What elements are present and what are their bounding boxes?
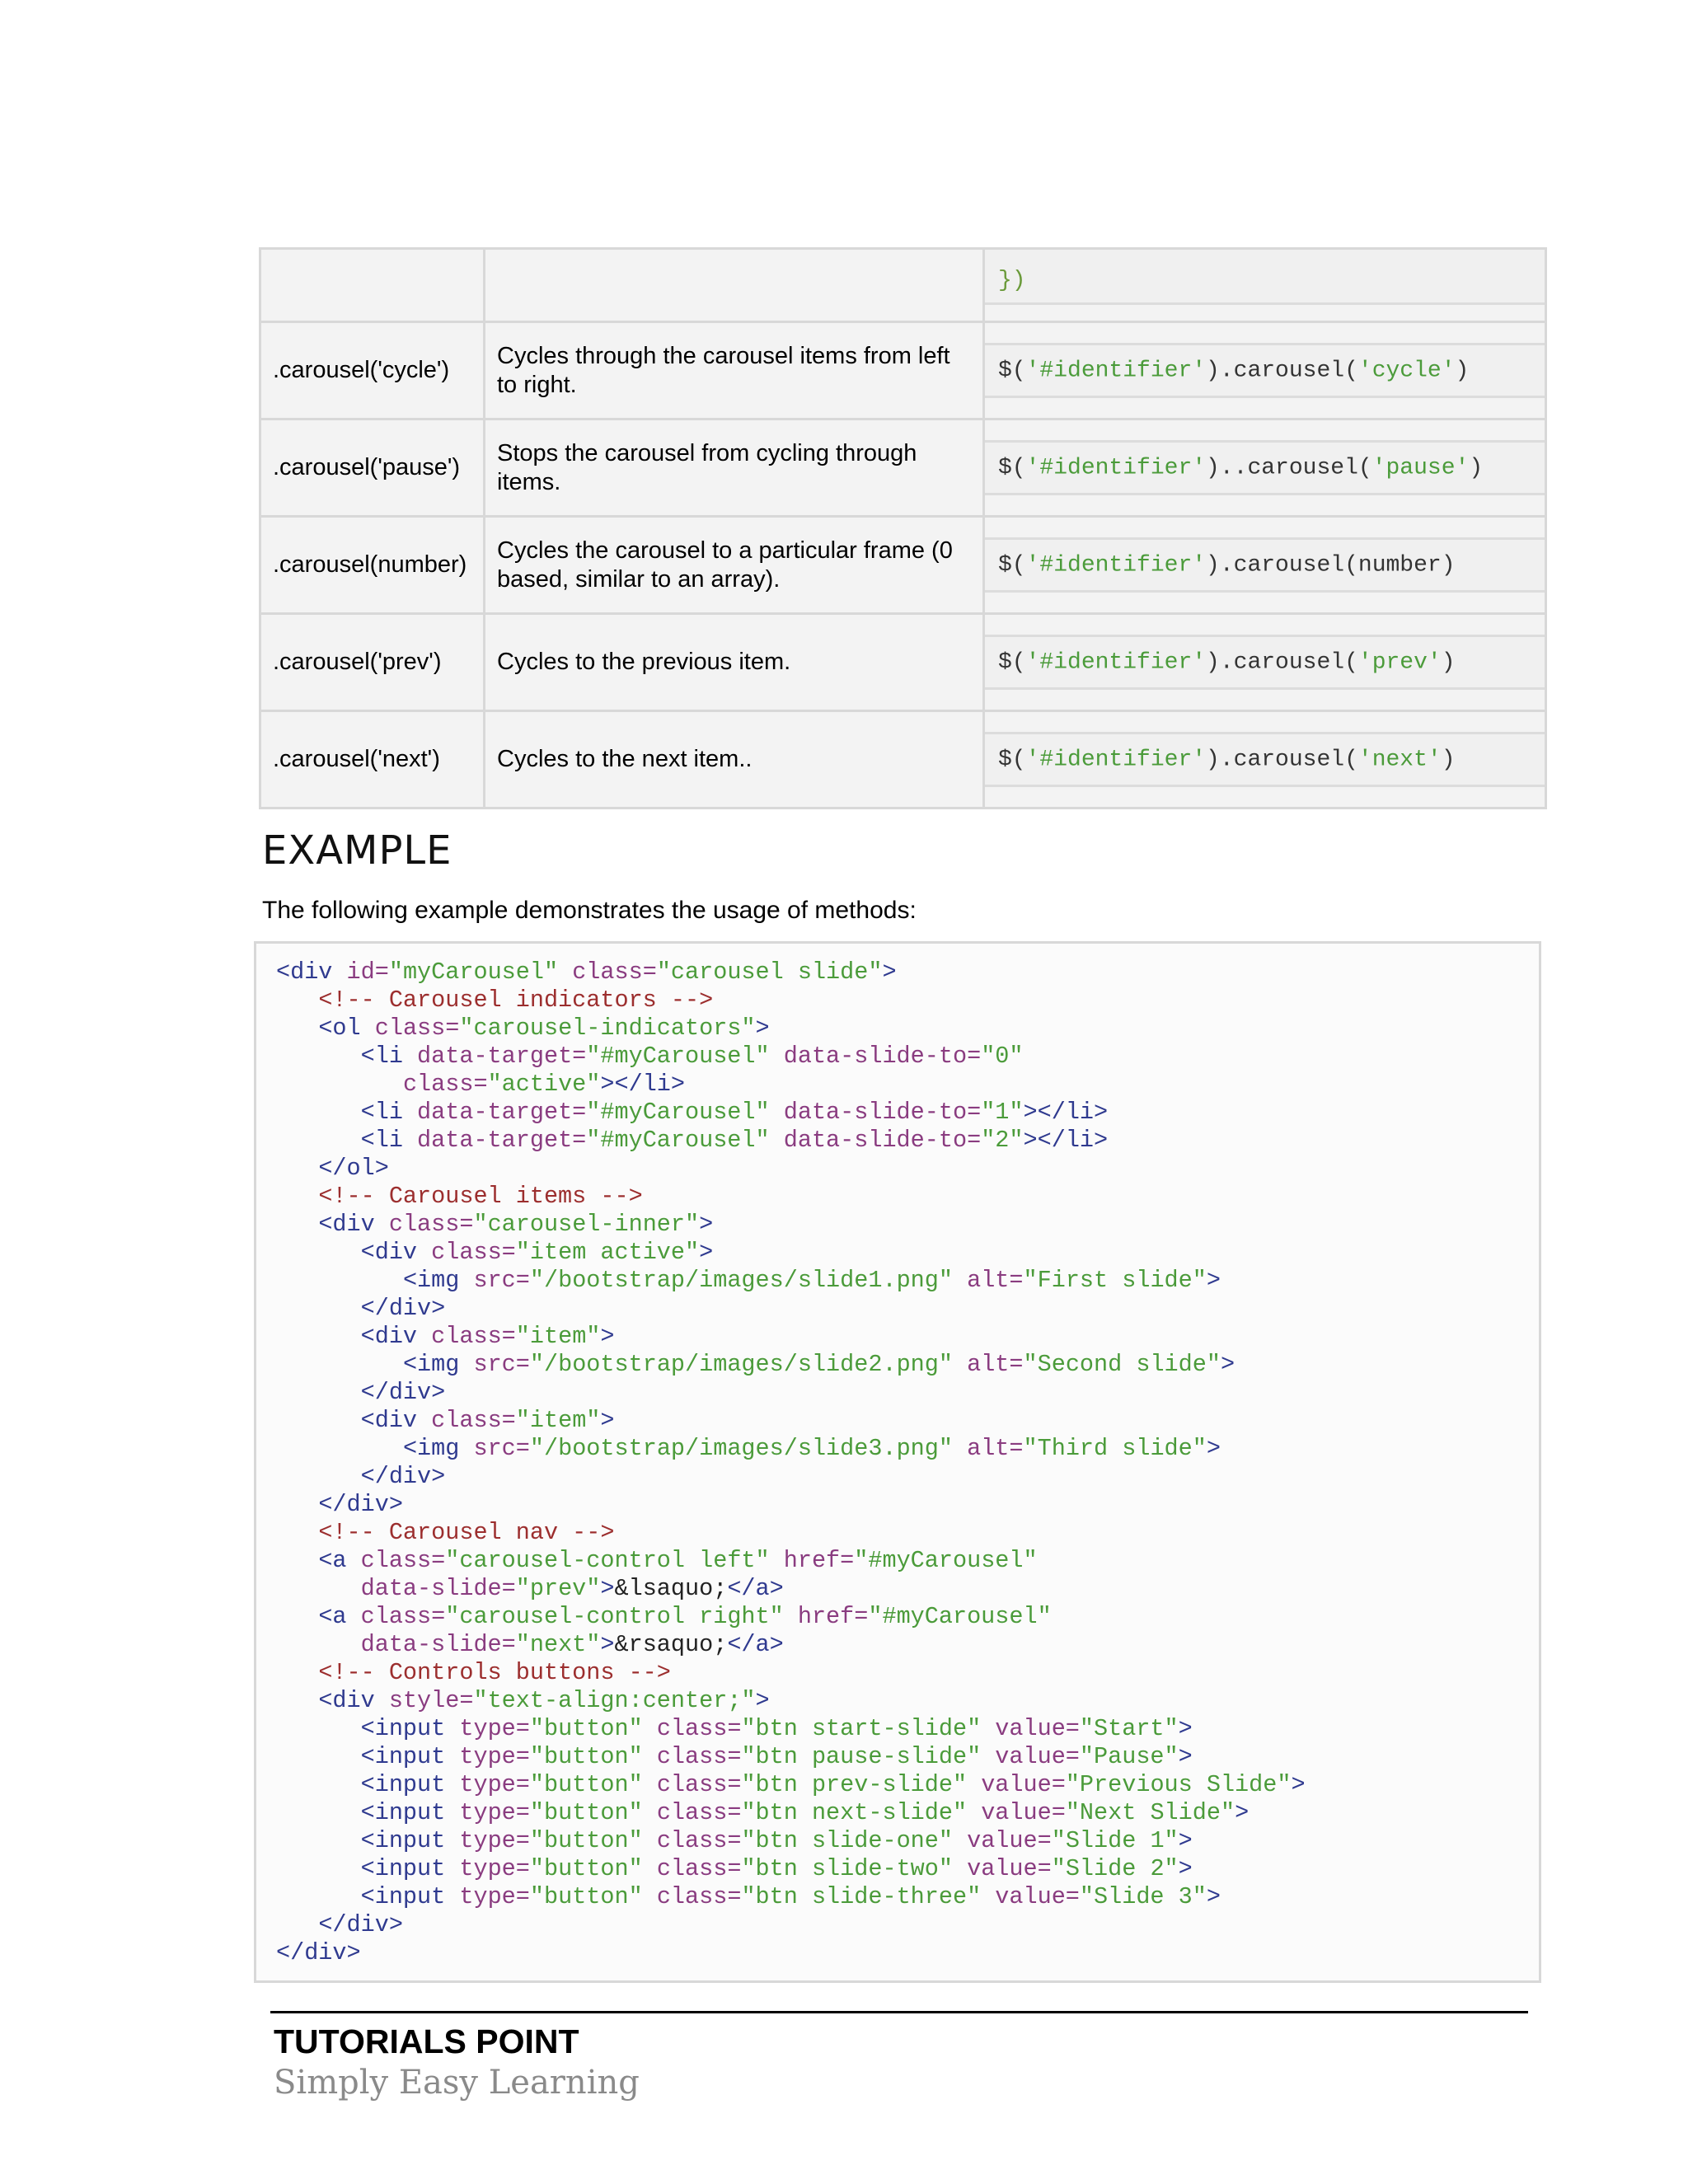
code-argument: 'next' <box>1357 747 1442 772</box>
section-description: The following example demonstrates the usage of methods: <box>262 897 917 924</box>
code-line: </div> <box>360 1295 446 1322</box>
code-line: <li data-target="#myCarousel" data-slide-to="0" <box>360 1043 1024 1070</box>
methods-table <box>259 247 1547 809</box>
code-strip <box>985 732 1545 787</box>
code-argument: number <box>1357 552 1442 578</box>
code-line: <!-- Carousel nav --> <box>318 1519 615 1546</box>
code-text <box>998 551 1456 579</box>
table-row <box>260 419 1546 517</box>
code-line: data-slide="prev">&lsaquo;</a> <box>360 1575 784 1602</box>
code-prefix: $('#identifier').carousel( <box>998 358 1358 383</box>
code-strip <box>985 440 1545 495</box>
code-prefix: $('#identifier').carousel( <box>998 747 1358 772</box>
footer-divider <box>270 2011 1528 2013</box>
table-row <box>260 614 1546 711</box>
code-text <box>998 356 1469 385</box>
code-line: <div class="item active"> <box>360 1239 714 1266</box>
code-line: <img src="/bootstrap/images/slide2.png" alt="Second slide"> <box>402 1351 1236 1378</box>
code-strip <box>985 537 1545 593</box>
code-cell <box>984 322 1546 419</box>
code-suffix: ) <box>1469 455 1484 480</box>
code-text <box>998 453 1483 482</box>
code-line: <div class="item"> <box>360 1323 615 1350</box>
code-line: <img src="/bootstrap/images/slide1.png" alt="First slide"> <box>402 1267 1221 1294</box>
code-line: <!-- Controls buttons --> <box>318 1659 671 1686</box>
code-line: <input type="button" class="btn start-slide" value="Start"> <box>360 1715 1193 1742</box>
code-line: </div> <box>318 1491 403 1518</box>
code-line: class="active"></li> <box>402 1071 686 1098</box>
section-heading: EXAMPLE <box>262 827 452 874</box>
code-cell <box>984 249 1546 322</box>
code-argument: 'cycle' <box>1357 358 1456 383</box>
code-line: <!-- Carousel items --> <box>318 1183 643 1210</box>
code-line: <img src="/bootstrap/images/slide3.png" alt="Third slide"> <box>402 1435 1221 1462</box>
code-cell <box>984 614 1546 711</box>
method-cell: .carousel('pause') <box>260 419 485 517</box>
code-cell <box>984 711 1546 808</box>
code-argument: 'pause' <box>1372 455 1470 480</box>
method-cell: .carousel('next') <box>260 711 485 808</box>
code-line: <input type="button" class="btn prev-slide" value="Previous Slide"> <box>360 1771 1306 1798</box>
code-strip <box>985 250 1545 305</box>
code-line: <input type="button" class="btn pause-slide" value="Pause"> <box>360 1743 1193 1770</box>
code-line: <input type="button" class="btn slide-two" value="Slide 2"> <box>360 1855 1193 1882</box>
code-argument: 'prev' <box>1357 649 1442 675</box>
code-line: <div id="myCarousel" class="carousel slide"> <box>276 958 897 986</box>
code-line: <input type="button" class="btn slide-three" value="Slide 3"> <box>360 1883 1221 1910</box>
method-cell <box>260 249 485 322</box>
code-line: <div style="text-align:center;"> <box>318 1687 770 1714</box>
code-suffix: ) <box>1441 649 1456 675</box>
code-block <box>254 941 1541 1983</box>
code-line: <li data-target="#myCarousel" data-slide-to="1"></li> <box>360 1099 1109 1126</box>
code-prefix: $('#identifier').carousel( <box>998 649 1358 675</box>
method-cell: .carousel('cycle') <box>260 322 485 419</box>
description-cell: Cycles the carousel to a particular frame (0 based, similar to an array). <box>485 517 984 614</box>
code-suffix: ) <box>1441 747 1456 772</box>
method-cell: .carousel(number) <box>260 517 485 614</box>
description-cell: Cycles to the next item.. <box>485 711 984 808</box>
code-line: </ol> <box>318 1155 389 1182</box>
code-line: <div class="item"> <box>360 1407 615 1434</box>
table-row <box>260 322 1546 419</box>
code-line: <a class="carousel-control right" href="#myCarousel" <box>318 1603 1052 1630</box>
table-row-continued <box>260 249 1546 322</box>
code-text <box>998 648 1456 677</box>
code-line: <div class="carousel-inner"> <box>318 1211 714 1238</box>
table-row <box>260 517 1546 614</box>
code-line: <li data-target="#myCarousel" data-slide-to="2"></li> <box>360 1127 1109 1154</box>
code-line: data-slide="next">&rsaquo;</a> <box>360 1631 784 1658</box>
code-line: <ol class="carousel-indicators"> <box>318 1015 770 1042</box>
code-line: <input type="button" class="btn next-slide" value="Next Slide"> <box>360 1799 1250 1826</box>
code-line: </div> <box>360 1379 446 1406</box>
description-cell <box>485 249 984 322</box>
description-cell: Cycles through the carousel items from left to right. <box>485 322 984 419</box>
code-text: }) <box>998 268 1026 293</box>
code-cell <box>984 517 1546 614</box>
code-listing <box>276 958 1306 1967</box>
code-strip <box>985 343 1545 398</box>
code-line: <a class="carousel-control left" href="#myCarousel" <box>318 1547 1038 1574</box>
footer-tagline: Simply Easy Learning <box>274 2064 640 2102</box>
description-cell: Cycles to the previous item. <box>485 614 984 711</box>
code-line: </div> <box>360 1463 446 1490</box>
code-suffix: ) <box>1441 552 1456 578</box>
code-line: <!-- Carousel indicators --> <box>318 987 714 1014</box>
code-text <box>998 745 1456 774</box>
code-prefix: $('#identifier').carousel( <box>998 552 1358 578</box>
code-suffix: ) <box>1455 358 1470 383</box>
code-line: </div> <box>318 1911 403 1938</box>
code-cell <box>984 419 1546 517</box>
footer-brand: TUTORIALS POINT <box>274 2022 579 2060</box>
code-prefix: $('#identifier')..carousel( <box>998 455 1372 480</box>
code-line: <input type="button" class="btn slide-one" value="Slide 1"> <box>360 1827 1193 1854</box>
code-line: </div> <box>276 1939 361 1966</box>
description-cell: Stops the carousel from cycling through items. <box>485 419 984 517</box>
code-strip <box>985 635 1545 690</box>
table-row <box>260 711 1546 808</box>
method-cell: .carousel('prev') <box>260 614 485 711</box>
